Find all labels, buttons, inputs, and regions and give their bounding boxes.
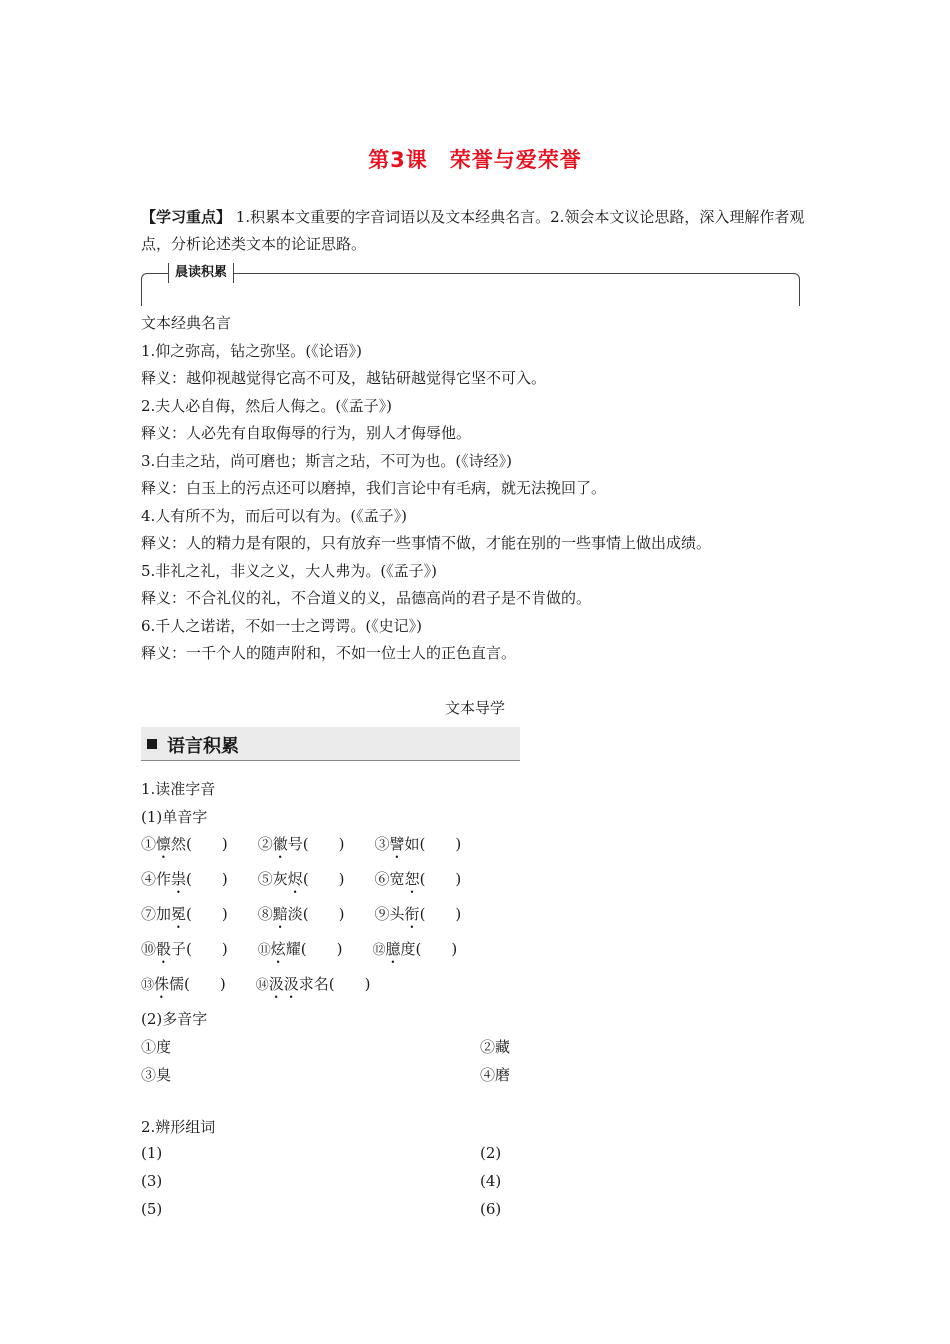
single-row	[141, 868, 461, 897]
item: ⑤灰烬( )	[257, 870, 345, 888]
item: ②徽号( )	[257, 835, 345, 853]
item: ⑪炫耀( )	[257, 940, 343, 958]
multi-sound-heading: (2)多音字	[141, 1010, 208, 1028]
pronounce-heading: 1.读准字音	[141, 780, 216, 798]
single-row	[141, 833, 461, 862]
quote-3: 3.白圭之玷，尚可磨也；斯言之玷，不可为也。(《诗经》)	[141, 452, 513, 470]
item: ⑦加冕( )	[141, 905, 228, 923]
distinguish-item: (3)	[141, 1172, 163, 1190]
quote-2-explanation: 释义：人必先有自取侮辱的行为，别人才侮辱他。	[141, 424, 472, 442]
quote-6: 6.千人之诺诺，不如一士之谔谔。(《史记》)	[141, 617, 423, 635]
item: ⑫臆度( )	[372, 940, 458, 958]
square-bullet-icon	[147, 739, 157, 749]
item: ⑥宽恕( )	[374, 870, 462, 888]
morning-reading-box	[141, 273, 800, 306]
quote-1: 1.仰之弥高，钻之弥坚。(《论语》)	[141, 342, 363, 360]
multi-item: ①度	[141, 1038, 172, 1056]
single-row	[141, 938, 457, 967]
distinguish-item: (2)	[480, 1144, 502, 1162]
page-title: 第3课 荣誉与爱荣誉	[368, 148, 582, 172]
distinguish-item: (5)	[141, 1200, 163, 1218]
quotes-heading: 文本经典名言	[141, 314, 232, 332]
item: ⑬侏儒( )	[141, 975, 226, 993]
quote-5-explanation: 释义：不合礼仪的礼，不合道义的义，品德高尚的君子是不肯做的。	[141, 589, 592, 607]
single-sound-heading: (1)单音字	[141, 808, 208, 826]
guide-heading: 文本导学	[444, 699, 505, 717]
quote-5: 5.非礼之礼，非义之义，大人弗为。(《孟子》)	[141, 562, 438, 580]
multi-item: ③臭	[141, 1066, 172, 1084]
learning-focus-text: 1.积累本文重要的字音词语以及文本经典名言。2.领会本文议论思路，深入理解作者观点，分析论述类文本的论证思路。	[141, 208, 805, 253]
multi-item: ④磨	[480, 1066, 511, 1084]
section-title: 语言积累	[167, 736, 239, 757]
item: ⑩骰子( )	[141, 940, 228, 958]
section-header-bar	[141, 727, 520, 761]
single-row	[141, 903, 461, 932]
single-row	[141, 973, 371, 1002]
distinguish-item: (1)	[141, 1144, 163, 1162]
distinguish-item: (4)	[480, 1172, 502, 1190]
item: ③譬如( )	[374, 835, 462, 853]
learning-focus-tag: 【学习重点】	[141, 208, 232, 226]
quote-1-explanation: 释义：越仰视越觉得它高不可及，越钻研越觉得它坚不可入。	[141, 369, 547, 387]
distinguish-heading: 2.辨形组词	[141, 1118, 216, 1136]
quote-4: 4.人有所不为，而后可以有为。(《孟子》)	[141, 507, 408, 525]
item: ⑨头衔( )	[374, 905, 462, 923]
item: ⑧黯淡( )	[257, 905, 345, 923]
item: ①懔然( )	[141, 835, 228, 853]
learning-focus	[141, 204, 821, 258]
quote-3-explanation: 释义：白玉上的污点还可以磨掉，我们言论中有毛病，就无法挽回了。	[141, 479, 607, 497]
morning-reading-label: 晨读积累	[168, 263, 234, 283]
multi-item: ②藏	[480, 1038, 511, 1056]
item: ⑭汲汲求名( )	[255, 975, 371, 993]
item: ④作祟( )	[141, 870, 228, 888]
quote-6-explanation: 释义：一千个人的随声附和，不如一位士人的正色直言。	[141, 644, 517, 662]
quote-4-explanation: 释义：人的精力是有限的，只有放弃一些事情不做，才能在别的一些事情上做出成绩。	[141, 534, 712, 552]
distinguish-item: (6)	[480, 1200, 502, 1218]
quote-2: 2.夫人必自侮，然后人侮之。(《孟子》)	[141, 397, 393, 415]
